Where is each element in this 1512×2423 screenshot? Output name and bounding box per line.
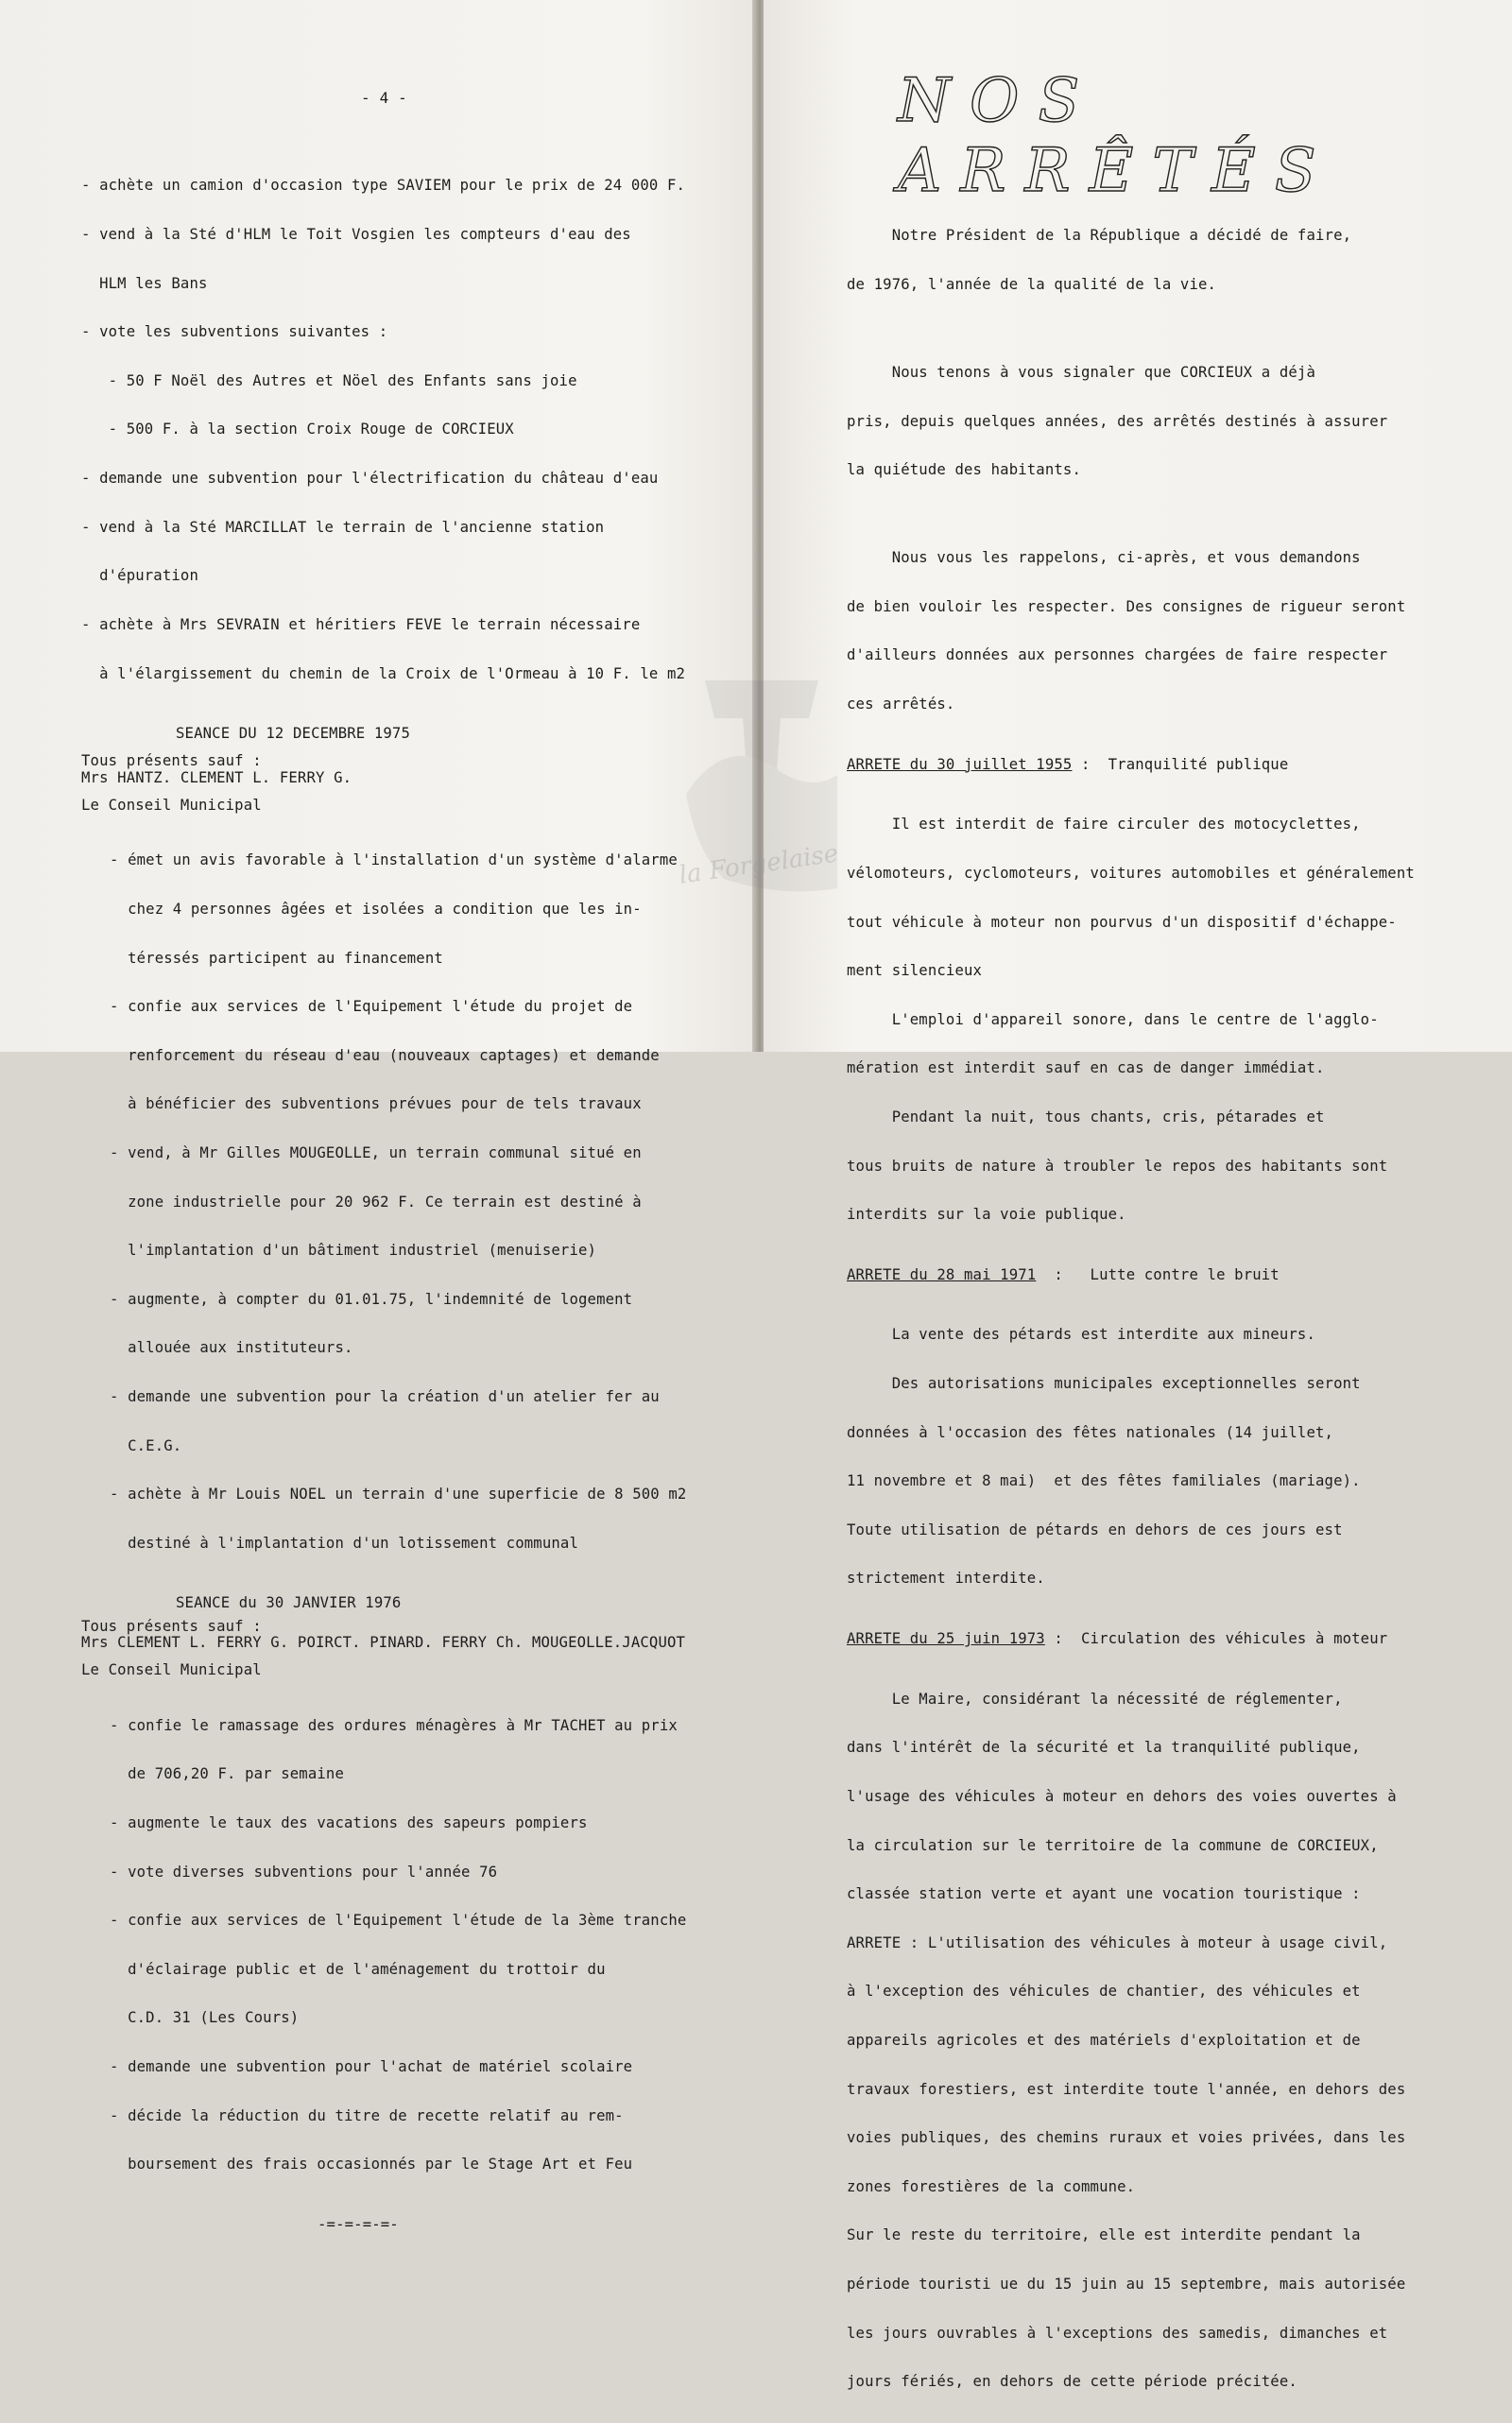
decision-line: - vend à la Sté MARCILLAT le terrain de l'ancienne station [81, 518, 605, 536]
presents-label: Tous présents sauf : [81, 1617, 262, 1635]
decision-line: - 500 F. à la section Croix Rouge de CORCIEUX [81, 421, 514, 438]
seance-item-line: l'implantation d'un bâtiment industriel (menuiserie) [110, 1242, 597, 1260]
arrete-line: travaux forestiers, est interdite toute l'année, en dehors des [847, 2080, 1406, 2098]
arrete-line: période touristi ue du 15 juin au 15 septembre, mais autorisée [847, 2275, 1406, 2293]
seance-item-line: - demande une subvention pour la création d'un atelier fer au [110, 1388, 660, 1406]
seance-item-line: C.D. 31 (Les Cours) [110, 2009, 300, 2027]
arrete-line: Sur le reste du territoire, elle est interdite pendant la [847, 2226, 1361, 2244]
arrete-line: la circulation sur le territoire de la commune de CORCIEUX, [847, 1836, 1379, 1854]
intro-line: pris, depuis quelques années, des arrêtés destinés à assurer [847, 412, 1388, 430]
seance-heading: SEANCE DU 12 DECEMBRE 1975 [176, 725, 410, 743]
arrete-date: ARRETE du 28 mai 1971 [847, 1265, 1037, 1283]
arrete-date: ARRETE du 30 juillet 1955 [847, 755, 1073, 773]
arrete-subject: : Circulation des véhicules à moteur [1044, 1630, 1388, 1648]
decision-line: - achète à Mrs SEVRAIN et héritiers FEVE le terrain nécessaire [81, 615, 641, 633]
arrete-line: interdits sur la voie publique. [847, 1206, 1126, 1224]
left-page [0, 0, 756, 2233]
arrete-heading [847, 1631, 1499, 1647]
page-title: NOS ARRÊTÉS [898, 66, 1335, 206]
arrete-line: vélomoteurs, cyclomoteurs, voitures automobiles et généralement [847, 864, 1415, 882]
arrete-heading [847, 1267, 1499, 1283]
decision-list [81, 146, 743, 714]
arrete-line: ment silencieux [847, 962, 983, 980]
seance-item-line: - décide la réduction du titre de recette relatif au rem- [110, 2106, 624, 2124]
seance-item-line: zone industrielle pour 20 962 F. Ce terrain est destiné à [110, 1193, 642, 1211]
arrete-line: Le Maire, considérant la nécessité de réglementer, [847, 1690, 1343, 1708]
arrete-line: Toute utilisation de pétards en dehors de ces jours est [847, 1521, 1343, 1538]
arrete-line: tout véhicule à moteur non pourvus d'un dispositif d'échappe- [847, 913, 1397, 931]
seance-item-line: - confie le ramassage des ordures ménagères à Mr TACHET au prix [110, 1716, 678, 1734]
arrete-line: données à l'occasion des fêtes nationales (14 juillet, [847, 1423, 1334, 1441]
intro-line: de bien vouloir les respecter. Des consignes de rigueur seront [847, 597, 1406, 615]
arrete-line: ARRETE : L'utilisation des véhicules à moteur à usage civil, [847, 1933, 1388, 1951]
intro-line: Notre Président de la République a décidé de faire, [847, 227, 1352, 245]
arrete-line: zones forestières de la commune. [847, 2177, 1136, 2195]
arrete-body [847, 1658, 1499, 2423]
seance-item-line: destiné à l'implantation d'un lotissement communal [110, 1534, 578, 1552]
absents-list: Mrs CLEMENT L. FERRY G. POIRCT. PINARD. FERRY Ch. MOUGEOLLE.JACQUOT [81, 1633, 686, 1651]
decision-line: - achète un camion d'occasion type SAVIEM pour le prix de 24 000 F. [81, 177, 686, 195]
right-column [847, 196, 1499, 2423]
seance-item-line: d'éclairage public et de l'aménagement du trottoir du [110, 1960, 606, 1978]
arrete-line: strictement interdite. [847, 1570, 1045, 1588]
arrete-line: Des autorisations municipales exceptionnelles seront [847, 1375, 1361, 1393]
seance-item-line: - émet un avis favorable à l'installation d'un système d'alarme [110, 851, 678, 869]
arrete-line: l'usage des véhicules à moteur en dehors des voies ouvertes à [847, 1787, 1397, 1805]
arrete-line: voies publiques, des chemins ruraux et voies privées, dans les [847, 2129, 1406, 2147]
arrete-line: les jours ouvrables à l'exceptions des samedis, dimanches et [847, 2324, 1388, 2342]
absents-list: Mrs HANTZ. CLEMENT L. FERRY G. [81, 768, 352, 786]
arrete-line: tous bruits de nature à troubler le repos des habitants sont [847, 1157, 1388, 1175]
arrete-line: dans l'intérêt de la sécurité et la tranquilité publique, [847, 1739, 1361, 1757]
intro-paragraph [847, 196, 1499, 746]
seance-item-line: chez 4 personnes âgées et isolées a condition que les in- [110, 900, 642, 918]
seance-item-line: téressés participent au financement [110, 949, 443, 967]
seance-item-line: de 706,20 F. par semaine [110, 1765, 344, 1783]
seance-item-line: allouée aux instituteurs. [110, 1339, 353, 1357]
arrete-subject: : Tranquilité publique [1072, 755, 1289, 773]
arrete-line: à l'exception des véhicules de chantier, des véhicules et [847, 1983, 1361, 2001]
arrete-line: classée station verte et ayant une vocation touristique : [847, 1885, 1361, 1903]
decision-line: - vote les subventions suivantes : [81, 323, 388, 341]
seance-item-line: C.E.G. [110, 1436, 182, 1454]
arrete-line: mération est interdit sauf en cas de danger immédiat. [847, 1059, 1325, 1077]
arrete-line: jours fériés, en dehors de cette période précitée. [847, 2373, 1297, 2391]
intro-line: Nous vous les rappelons, ci-après, et vous demandons [847, 549, 1361, 567]
intro-line: de 1976, l'année de la qualité de la vie. [847, 276, 1217, 294]
decision-line: d'épuration [81, 567, 198, 585]
seance-item-line: à bénéficier des subventions prévues pour de tels travaux [110, 1095, 642, 1113]
seance-item-line: - augmente, à compter du 01.01.75, l'indemnité de logement [110, 1290, 633, 1308]
seance-item-line: - vote diverses subventions pour l'année 76 [110, 1863, 498, 1881]
seance-heading: SEANCE du 30 JANVIER 1976 [176, 1594, 402, 1612]
intro-line: Nous tenons à vous signaler que CORCIEUX a déjà [847, 364, 1315, 382]
seance-item-line: - vend, à Mr Gilles MOUGEOLLE, un terrain communal situé en [110, 1143, 642, 1161]
arrete-line: L'emploi d'appareil sonore, dans le centre de l'agglo- [847, 1010, 1379, 1028]
watermark-text: la Forgelaise [677, 839, 840, 890]
decision-line: - 50 F Noël des Autres et Nöel des Enfants sans joie [81, 371, 577, 389]
decision-line: - demande une subvention pour l'électrification du château d'eau [81, 470, 659, 488]
seance-items [81, 820, 743, 1585]
seance-item-line: - augmente le taux des vacations des sapeurs pompiers [110, 1813, 588, 1831]
intro-line: ces arrêtés. [847, 696, 955, 713]
arrete-line: appareils agricoles et des matériels d'exploitation et de [847, 2031, 1361, 2049]
arrete-line: Pendant la nuit, tous chants, cris, pétarades et [847, 1108, 1325, 1126]
arrete-line: La vente des pétards est interdite aux mineurs. [847, 1326, 1315, 1344]
arrete-body [847, 1295, 1499, 1620]
conseil-label: Le Conseil Municipal [81, 1661, 262, 1679]
seance-item-line: - demande une subvention pour l'achat de matériel scolaire [110, 2057, 633, 2075]
intro-line: d'ailleurs données aux personnes chargées de faire respecter [847, 646, 1388, 664]
seance-item-line: boursement des frais occasionnés par le Stage Art et Feu [110, 2156, 633, 2174]
decision-line: à l'élargissement du chemin de la Croix de l'Ormeau à 10 F. le m2 [81, 664, 686, 682]
arrete-subject: : Lutte contre le bruit [1036, 1265, 1280, 1283]
arrete-heading [847, 757, 1499, 773]
right-page [764, 0, 1512, 2391]
seance-item-line: - achète à Mr Louis NOEL un terrain d'une superficie de 8 500 m2 [110, 1486, 687, 1504]
arrete-date: ARRETE du 25 juin 1973 [847, 1630, 1045, 1648]
conseil-label: Le Conseil Municipal [81, 796, 262, 814]
arrete-line: Il est interdit de faire circuler des motocyclettes, [847, 816, 1361, 833]
left-column [81, 146, 743, 2233]
separator: -=-=-=-=- [318, 2215, 399, 2233]
decision-line: HLM les Bans [81, 274, 208, 292]
seance-items [81, 1685, 743, 2206]
presents-label: Tous présents sauf : [81, 752, 262, 770]
arrete-body [847, 784, 1499, 1256]
decision-line: - vend à la Sté d'HLM le Toit Vosgien les compteurs d'eau des [81, 226, 631, 244]
seance-item-line: renforcement du réseau d'eau (nouveaux captages) et demande [110, 1046, 660, 1064]
page-number: - 4 - [361, 89, 407, 107]
arrete-line: 11 novembre et 8 mai) et des fêtes familiales (mariage). [847, 1472, 1361, 1490]
intro-line: la quiétude des habitants. [847, 461, 1081, 479]
seance-item-line: - confie aux services de l'Equipement l'étude du projet de [110, 998, 633, 1016]
seance-item-line: - confie aux services de l'Equipement l'étude de la 3ème tranche [110, 1912, 687, 1930]
